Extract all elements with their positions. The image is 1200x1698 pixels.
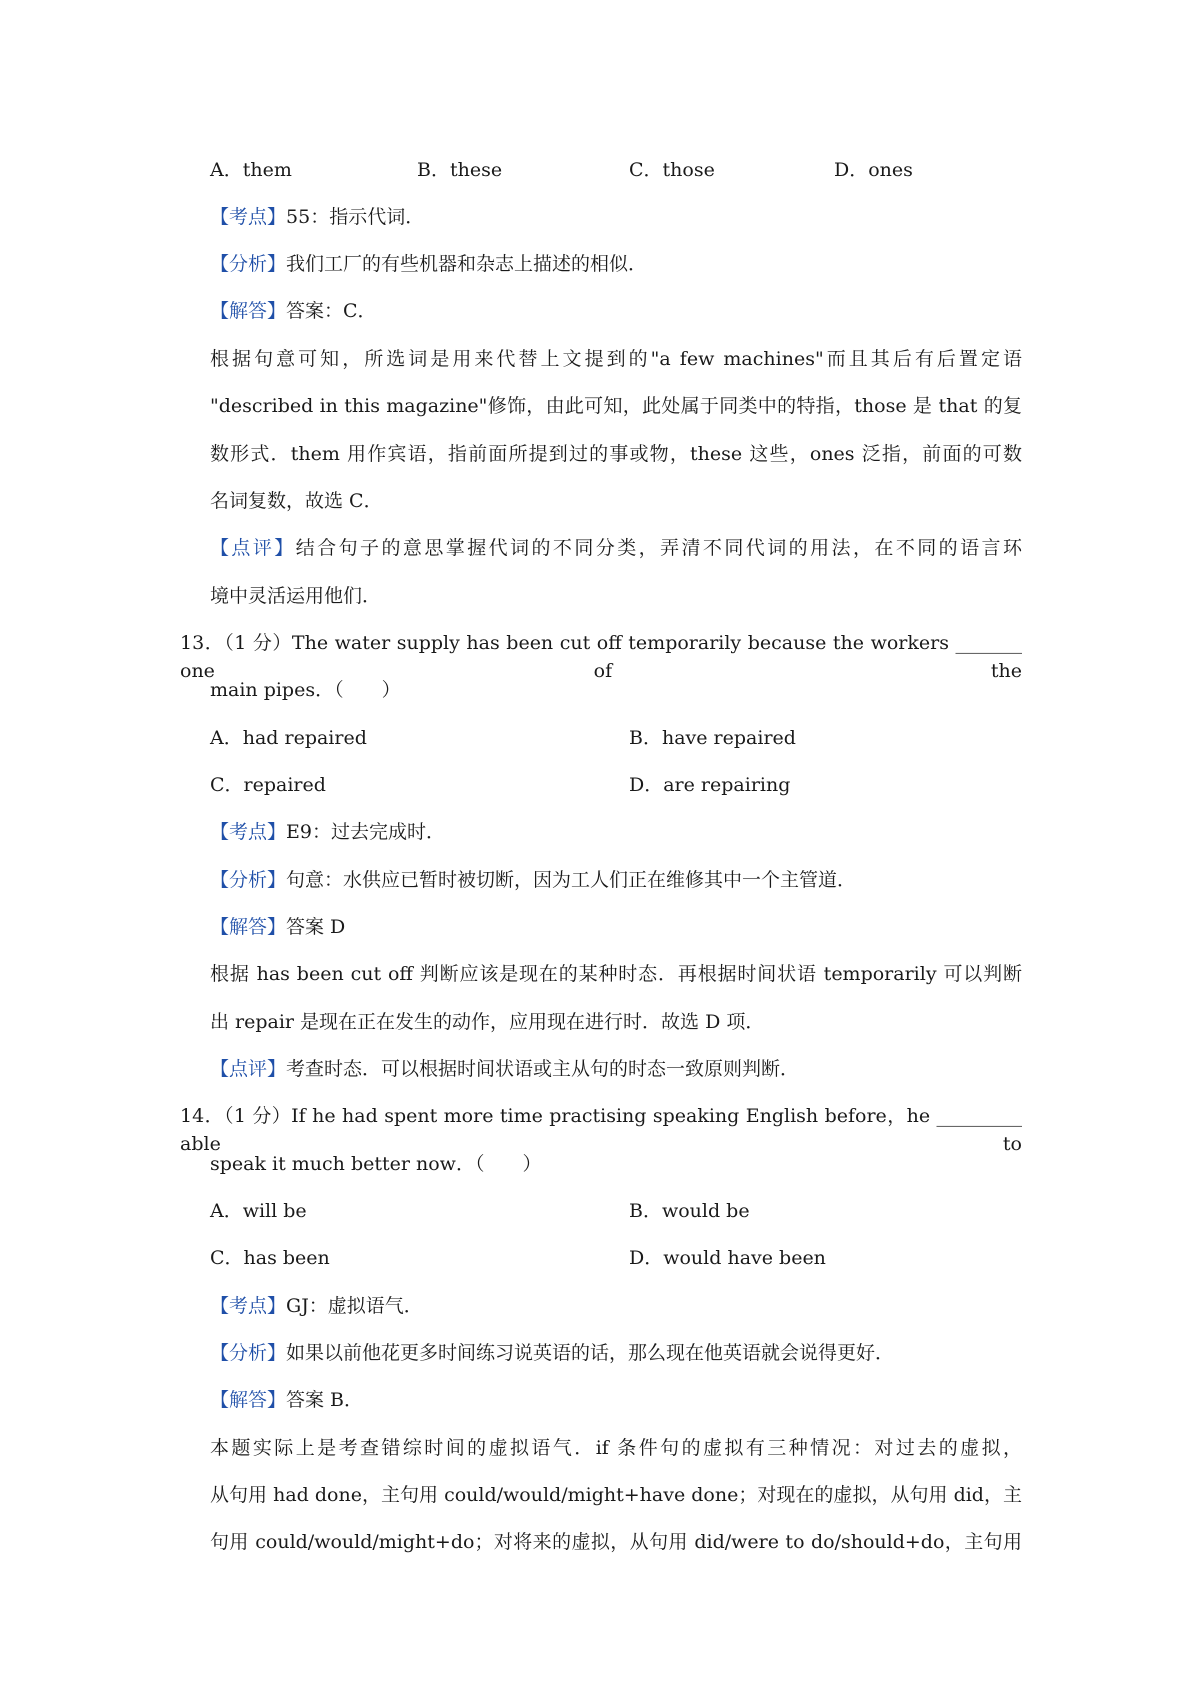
q13-option-c: C．repaired [210,774,326,796]
q14-option-a: A．will be [210,1200,307,1222]
q13-fenxi: 【分析】句意：水供应已暂时被切断，因为工人们正在维修其中一个主管道． [210,869,857,891]
fenxi-tag: 【分析】 [210,253,287,275]
q12-option-d: D．ones [834,159,913,181]
q14-kaodian: 【考点】GJ：虚拟语气． [210,1295,423,1317]
q12-option-c: C．those [629,159,715,181]
q13-option-b: B．have repaired [629,727,796,749]
q13-stem-cont: main pipes．（ ） [210,679,401,701]
jieda-tag: 【解答】 [210,1389,287,1411]
q12-jieda: 【解答】答案：C． [210,300,377,322]
q12-fenxi: 【分析】我们工厂的有些机器和杂志上描述的相似． [210,253,648,275]
q13-body-line: 出 repair 是现在正在发生的动作，应用现在进行时．故选 D 项． [210,1011,765,1033]
kaodian-tag: 【考点】 [210,206,287,228]
q13-stem: 13．（1 分）The water supply has been cut off temporarily because the workers _______ one of the [180,632,1022,682]
q12-option-a: A．them [210,159,292,181]
q14-body-line: 本题实际上是考查错综时间的虚拟语气．if 条件句的虚拟有三种情况：对过去的虚拟， [210,1437,1022,1459]
q12-option-b: B．these [417,159,503,181]
q13-kaodian: 【考点】E9：过去完成时． [210,821,445,843]
q14-option-c: C．has been [210,1247,330,1269]
q12-dianping: 【点评】结合句子的意思掌握代词的不同分类，弄清不同代词的用法，在不同的语言环 [210,537,1022,559]
jieda-tag: 【解答】 [210,916,287,938]
q14-body-line: 从句用 had done，主句用 could/would/might+have done；对现在的虚拟，从句用 did，主 [210,1484,1022,1506]
q12-body-line: 根据句意可知，所选词是用来代替上文提到的"a few machines"而且其后有后置定语 [210,348,1022,370]
dianping-tag: 【点评】 [210,537,296,559]
q12-body-line: 数形式．them 用作宾语，指前面所提到过的事或物，these 这些，ones 泛指，前面的可数 [210,443,1022,465]
kaodian-tag: 【考点】 [210,1295,287,1317]
q14-fenxi: 【分析】如果以前他花更多时间练习说英语的话，那么现在他英语就会说得更好． [210,1342,895,1364]
q12-body-line: 名词复数，故选 C． [210,490,383,512]
q14-option-d: D．would have been [629,1247,826,1269]
q14-stem-cont: speak it much better now．（ ） [210,1153,542,1175]
q14-jieda: 【解答】答案 B． [210,1389,364,1411]
dianping-tag: 【点评】 [210,1058,287,1080]
fenxi-tag: 【分析】 [210,1342,287,1364]
q13-jieda: 【解答】答案 D [210,916,346,938]
fenxi-tag: 【分析】 [210,869,287,891]
q13-body-line: 根据 has been cut off 判断应该是现在的某种时态．再根据时间状语 temporarily 可以判断 [210,963,1022,985]
q12-dianping-cont: 境中灵活运用他们． [210,585,382,607]
q13-option-a: A．had repaired [210,727,367,749]
jieda-tag: 【解答】 [210,300,287,322]
q13-option-d: D．are repairing [629,774,791,796]
q14-option-b: B．would be [629,1200,750,1222]
q14-stem: 14．（1 分）If he had spent more time practising speaking English before，he _________ able to [180,1105,1022,1155]
q14-body-line: 句用 could/would/might+do；对将来的虚拟，从句用 did/were to do/should+do，主句用 [210,1531,1022,1553]
q12-body-line: "described in this magazine"修饰，由此可知，此处属于同类中的特指，those 是 that 的复 [210,395,1022,417]
kaodian-tag: 【考点】 [210,821,287,843]
q12-kaodian: 【考点】55：指示代词． [210,206,425,228]
q13-dianping: 【点评】考查时态．可以根据时间状语或主从句的时态一致原则判断． [210,1058,800,1080]
